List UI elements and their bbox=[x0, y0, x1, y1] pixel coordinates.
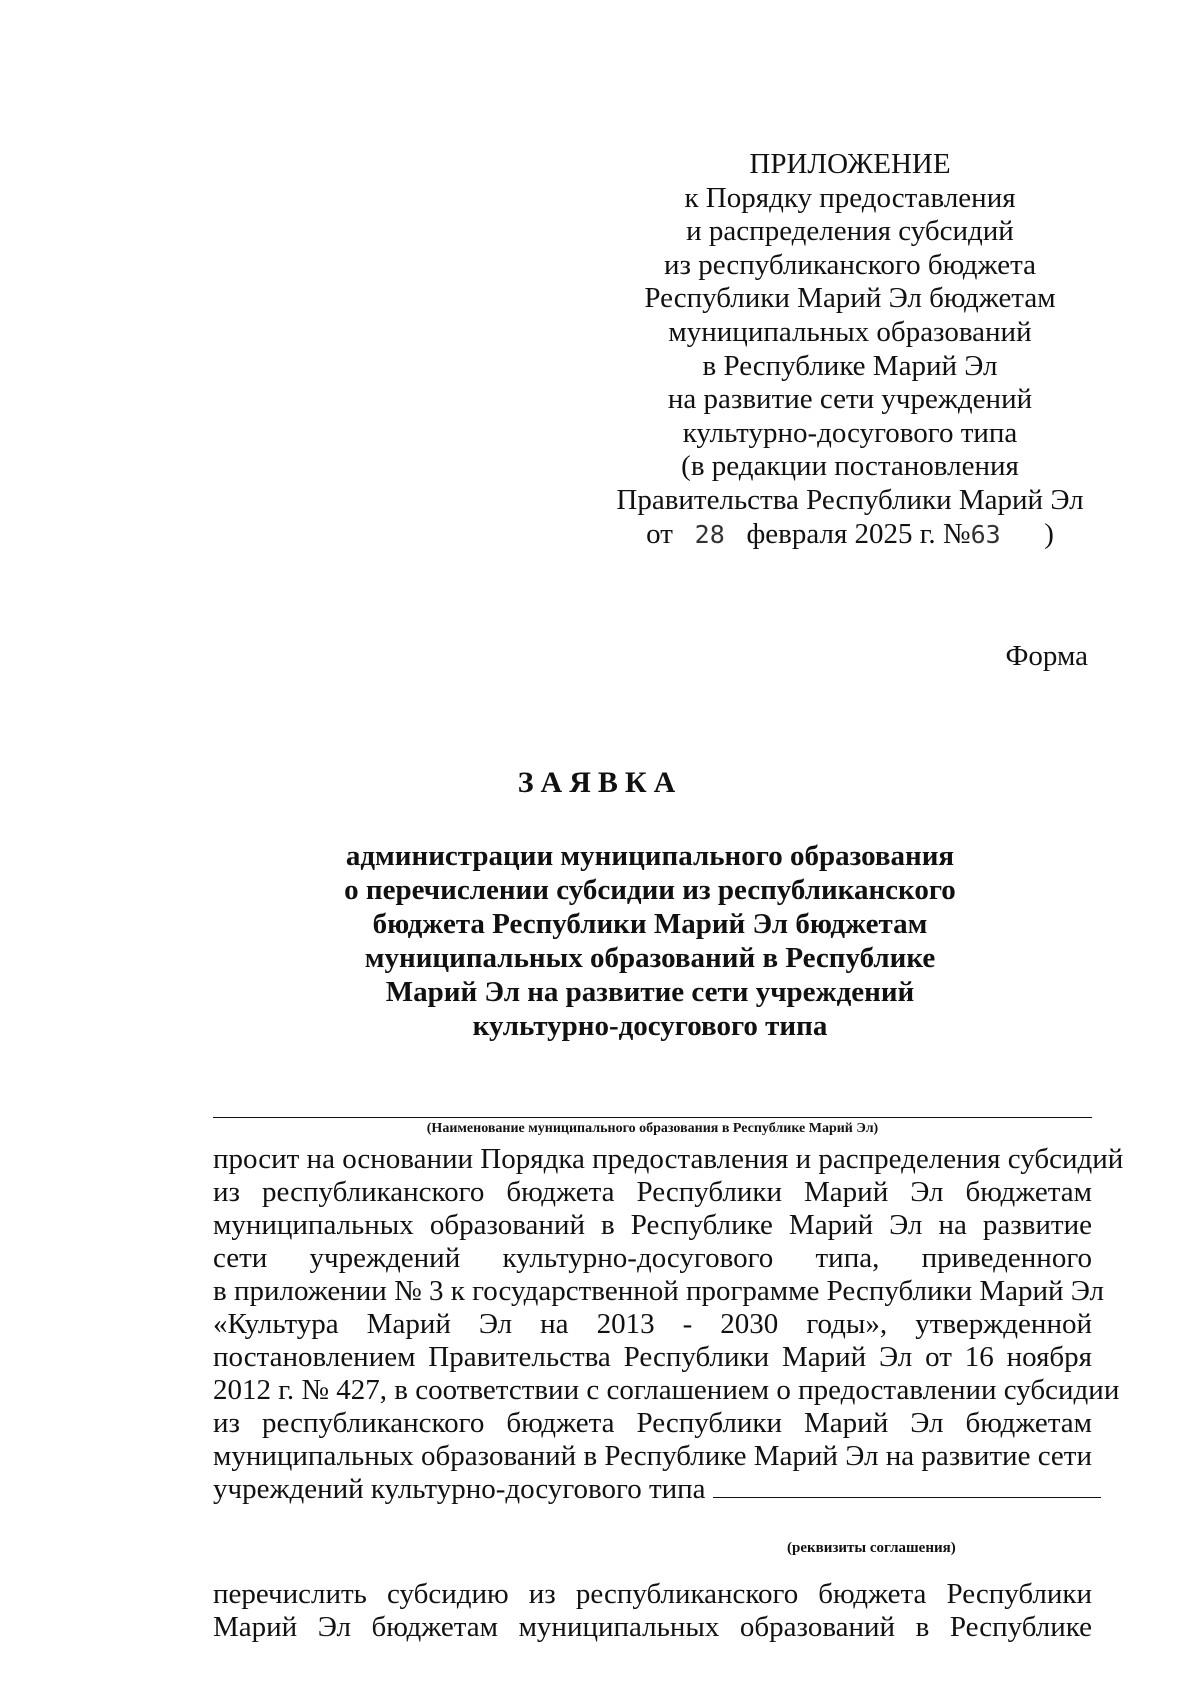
municipality-name-caption: (Наименование муниципального образования в Республике Марий Эл) bbox=[426, 1121, 879, 1136]
subtitle-line: культурно-досугового типа bbox=[472, 1010, 828, 1042]
document-title: ЗАЯВКА bbox=[517, 766, 683, 799]
paragraph-line: Марий Эл бюджетам муниципальных образований в Республике bbox=[213, 1611, 1092, 1643]
decree-number: 63 bbox=[970, 519, 1001, 549]
paragraph-line: из республиканского бюджета Республики Марий Эл бюджетам bbox=[213, 1407, 1092, 1439]
closing-paren: ) bbox=[1044, 517, 1054, 550]
form-label: Форма bbox=[1005, 640, 1088, 672]
request-paragraph bbox=[213, 1143, 1124, 1506]
agreement-details-blank bbox=[713, 1475, 1101, 1498]
municipality-name-blank bbox=[213, 1117, 1092, 1118]
subtitle-line: Марий Эл на развитие сети учреждений bbox=[385, 976, 915, 1008]
appendix-line: в Республике Марий Эл bbox=[702, 349, 998, 382]
appendix-line: к Порядку предоставления bbox=[684, 181, 1016, 214]
appendix-date-line bbox=[600, 518, 1100, 552]
date-prefix: от bbox=[646, 517, 673, 550]
paragraph-line: в приложении № 3 к государственной программе Республики Марий Эл bbox=[213, 1275, 1105, 1307]
paragraph-last-line bbox=[213, 1473, 1092, 1506]
appendix-line: и распределения субсидий bbox=[686, 215, 1014, 248]
subtitle-line: бюджета Республики Марий Эл бюджетам bbox=[372, 908, 928, 940]
appendix-line: на развитие сети учреждений bbox=[667, 383, 1033, 416]
paragraph-line: постановлением Правительства Республики Марий Эл от 16 ноября bbox=[213, 1341, 1092, 1373]
appendix-line: Правительства Республики Марий Эл bbox=[616, 483, 1084, 516]
appendix-line: (в редакции постановления bbox=[681, 450, 1019, 483]
appendix-line: муниципальных образований bbox=[668, 315, 1032, 348]
paragraph-line: муниципальных образований в Республике Марий Эл на развитие сети bbox=[213, 1440, 1092, 1472]
paragraph-line: перечислить субсидию из республиканского бюджета Республики bbox=[213, 1578, 1092, 1610]
appendix-block bbox=[600, 148, 1100, 551]
subtitle-line: муниципальных образований в Республике bbox=[364, 942, 936, 974]
transfer-paragraph bbox=[213, 1578, 1092, 1644]
appendix-line: Республики Марий Эл бюджетам bbox=[644, 282, 1056, 315]
document-subtitle bbox=[200, 839, 1100, 1043]
appendix-heading: ПРИЛОЖЕНИЕ bbox=[749, 148, 951, 180]
paragraph-line: «Культура Марий Эл на 2013 - 2030 годы», утвержденной bbox=[213, 1308, 1092, 1340]
subtitle-line: администрации муниципального образования bbox=[345, 840, 955, 872]
appendix-line: культурно-досугового типа bbox=[682, 416, 1018, 449]
subtitle-line: о перечислении субсидии из республиканского bbox=[344, 874, 956, 906]
paragraph-last-text: учреждений культурно-досугового типа bbox=[213, 1473, 706, 1505]
paragraph-line: сети учреждений культурно-досугового типа, приведенного bbox=[213, 1242, 1092, 1274]
paragraph-line: из республиканского бюджета Республики Марий Эл бюджетам bbox=[213, 1176, 1092, 1208]
appendix-line: из республиканского бюджета bbox=[664, 248, 1036, 281]
paragraph-line: просит на основании Порядка предоставления и распределения субсидий bbox=[213, 1143, 1124, 1175]
paragraph-line: муниципальных образований в Республике Марий Эл на развитие bbox=[213, 1209, 1092, 1241]
date-rest: февраля 2025 г. № bbox=[746, 517, 971, 550]
agreement-details-caption: (реквизиты соглашения) bbox=[787, 1540, 956, 1556]
date-day: 28 bbox=[694, 519, 725, 549]
paragraph-line: 2012 г. № 427, в соответствии с соглашением о предоставлении субсидии bbox=[213, 1374, 1120, 1406]
